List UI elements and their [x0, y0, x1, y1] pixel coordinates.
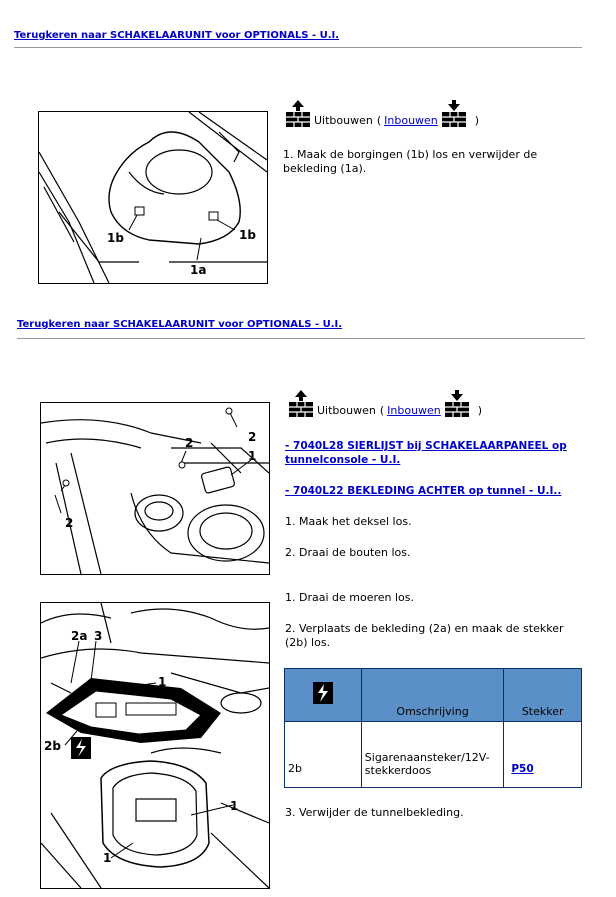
figure-label: 1 [158, 675, 167, 689]
figure-label: 1b [239, 228, 256, 242]
divider [17, 338, 585, 339]
remove-icon[interactable] [285, 100, 311, 128]
step-text: 1. Maak de borgingen (1b) los en verwijder de bekleding (1a). [283, 148, 538, 175]
paren-open: ( [379, 404, 385, 417]
remove-icon[interactable] [288, 390, 314, 418]
step-text: 3. Verwijder de tunnelbekleding. [285, 806, 464, 819]
figure-label: 1 [248, 449, 257, 463]
install-icon[interactable] [444, 390, 470, 418]
table-header-row [285, 669, 582, 722]
figure-label: 1a [190, 263, 207, 277]
reference-link-sierlijst[interactable]: - 7040L28 SIERLIJST bij SCHAKELAARPANEEL op tunnelconsole - U.I. [285, 440, 567, 466]
divider [14, 47, 582, 48]
figure-console-cover [38, 111, 268, 284]
figure-label: 2a [71, 629, 88, 643]
paren-open: ( [376, 114, 382, 127]
paren-close: ) [477, 404, 483, 417]
step-text: 2. Draai de bouten los. [285, 546, 411, 559]
back-link-schakelaarunit[interactable]: Terugkeren naar SCHAKELAARUNIT voor OPTIONALS - U.I. [17, 319, 343, 330]
action-bar [285, 100, 479, 128]
header-omschrijving: Omschrijving [361, 669, 504, 722]
uitbouwen-label: Uitbouwen [314, 114, 373, 127]
figure-label: 2 [248, 430, 257, 444]
figure-label: 2b [44, 739, 61, 753]
cell-connector [504, 722, 582, 788]
table-row [285, 722, 582, 788]
figure-label: 1b [107, 231, 124, 245]
figure-label: 1 [103, 851, 112, 865]
connector-table [284, 668, 582, 788]
step-text: 1. Draai de moeren los. [285, 591, 415, 604]
step-text: 2. Verplaats de bekleding (2a) en maak de stekker (2b) los. [285, 622, 564, 649]
figure-tunnel-trim [40, 602, 270, 889]
cell-desc: Sigarenaansteker/12V-stekkerdoos [361, 722, 504, 788]
cell-ref: 2b [285, 722, 362, 788]
lightning-icon [313, 682, 333, 704]
reference-link-bekleding[interactable]: - 7040L22 BEKLEDING ACHTER op tunnel - U.I.. [285, 485, 562, 497]
figure-label: 1 [230, 799, 239, 813]
figure-label: 3 [94, 629, 103, 643]
figure-tunnel-console [40, 402, 270, 575]
figure-label: 2 [185, 436, 194, 450]
install-icon[interactable] [441, 100, 467, 128]
action-bar [288, 390, 482, 418]
paren-close: ) [474, 114, 480, 127]
header-icon-cell [285, 669, 362, 722]
step-text: 1. Maak het deksel los. [285, 515, 412, 528]
uitbouwen-label: Uitbouwen [317, 404, 376, 417]
figure-label: 2 [65, 516, 74, 530]
inbouwen-link[interactable]: Inbouwen [384, 114, 438, 127]
back-link-schakelaarunit[interactable]: Terugkeren naar SCHAKELAARUNIT voor OPTIONALS - U.I. [14, 30, 340, 41]
header-stekker: Stekker [504, 669, 582, 722]
connector-link-p50[interactable]: P50 [511, 763, 534, 775]
inbouwen-link[interactable]: Inbouwen [387, 404, 441, 417]
